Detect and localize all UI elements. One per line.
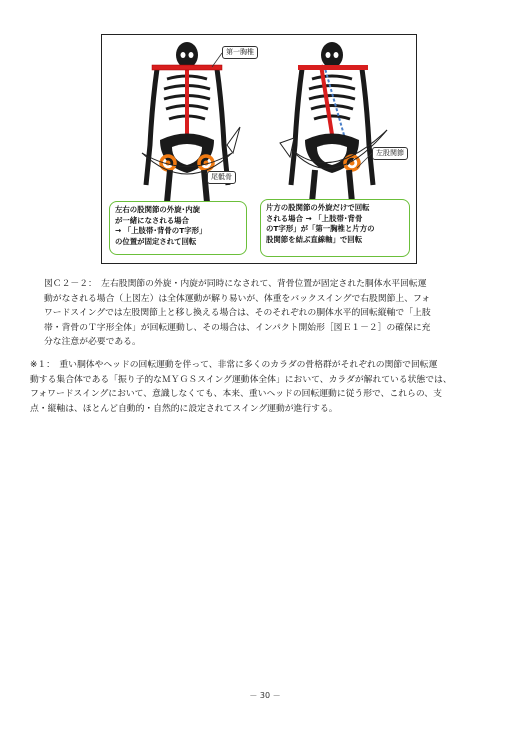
skeleton-figure xyxy=(101,34,417,264)
footnote-line: ※１： 重い胴体やヘッドの回転運動を伴って、非常に多くのカラダの骨格群がそれぞれの関節で回転運 xyxy=(30,360,438,370)
right-note-line: のT字形」が「第一胸椎と片方の xyxy=(266,224,375,233)
caption-line: 分な注意が必要である。 xyxy=(44,337,141,348)
right-note-line: 股関節を結ぶ直線軸」で回転 xyxy=(266,234,363,244)
label-first-thoracic: 第一胸椎 xyxy=(222,46,258,59)
left-note-line: 左右の股関節の外旋･内旋 xyxy=(115,205,200,214)
figure-caption xyxy=(44,277,484,350)
left-note-line: が一緒になされる場合 xyxy=(115,215,189,225)
label-coccyx: 尾骶骨 xyxy=(207,171,236,184)
footnote-line: 点・縦軸は、ほとんど自動的・自然的に設定されてスイング運動が進行する。 xyxy=(30,403,338,414)
right-note-box xyxy=(260,199,410,257)
left-note-line: → 「上肢帯･背骨のT字形」 xyxy=(115,226,207,235)
label-left-hip: 左股関節 xyxy=(372,147,408,160)
caption-line: 帯・背骨のＴ字形全体」が回転運動し、その場合は、インパクト開始形［図Ｅ１－２］の確保に充 xyxy=(44,322,431,333)
page-number: － 30 － xyxy=(249,691,281,700)
caption-line: 図Ｃ２－２： 左右股関節の外旋・内旋が同時になされて、背骨位置が固定された胴体水平回転運 xyxy=(44,279,427,289)
caption-line: ワードスイングでは左股関節上と移し換える場合は、そのそれぞれの胴体水平的回転縦軸で「上肢 xyxy=(44,308,431,319)
footnote-line: 動する集合体である「振り子的なＭＹＧＳスイング運動体全体」において、カラダが解れている状態では、 xyxy=(30,374,452,385)
footnote xyxy=(30,358,500,416)
right-note-line: 片方の股関節の外旋だけで回転 xyxy=(266,203,370,212)
caption-line: 動がなされる場合（上図左）は全体運動が解り易いが、体重をバックスイングで右股関節上、フォ xyxy=(44,293,431,304)
left-note-line: の位置が固定されて回転 xyxy=(115,236,197,246)
left-note-box xyxy=(109,201,247,255)
footnote-line: フォワードスイングにおいて、意識しなくても、本来、重いヘッドの回転運動に従う形で、これらの、支 xyxy=(30,389,442,400)
right-note-line: される場合 → 「上肢帯･背骨 xyxy=(266,213,363,223)
